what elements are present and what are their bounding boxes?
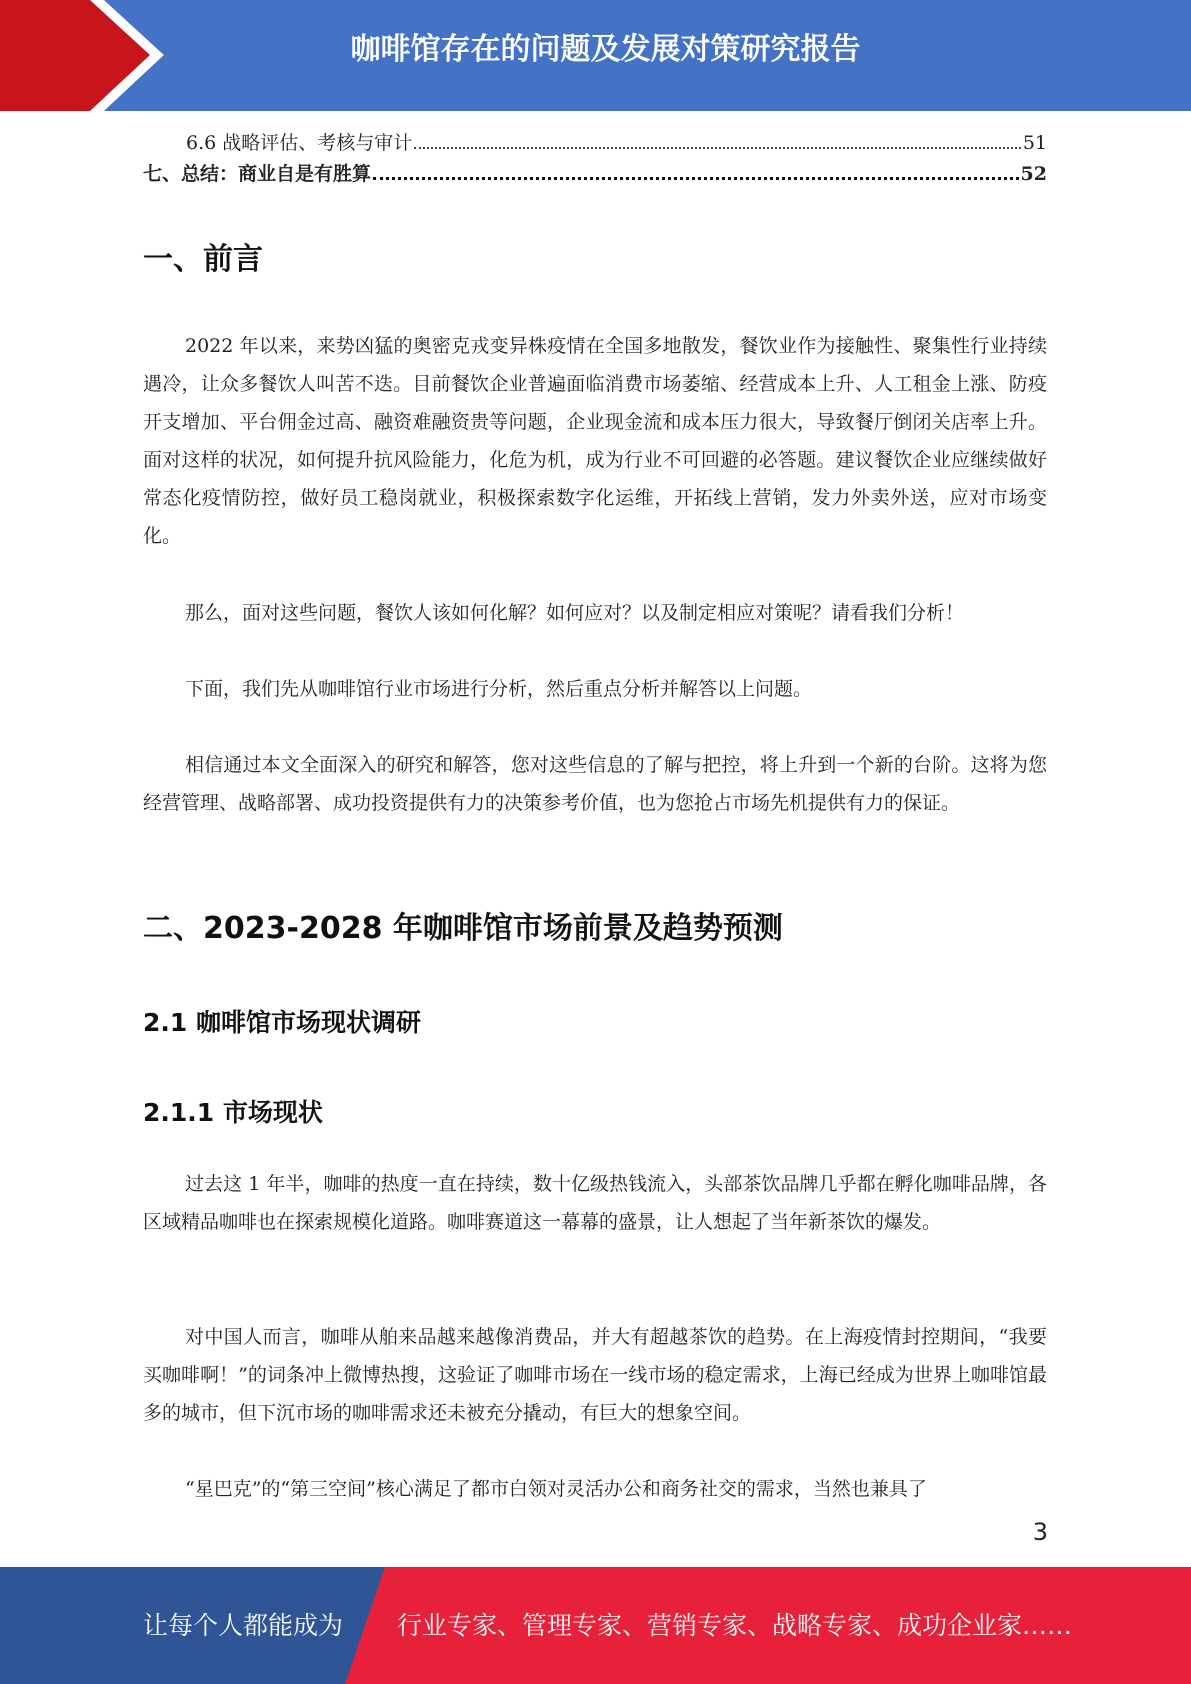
toc-entry-page: 51 xyxy=(1022,132,1047,154)
toc-leader-dots xyxy=(373,177,1019,180)
page-number: 3 xyxy=(1032,1518,1048,1546)
footer-slogan-right: 行业专家、管理专家、营销专家、战略专家、成功企业家…… xyxy=(397,1611,1073,1640)
toc-entry-label: 七、总结：商业自是有胜算 xyxy=(143,163,372,185)
paragraph: 对中国人而言，咖啡从舶来品越来越像消费品，并大有超越茶饮的趋势。在上海疫情封控期间，“我要买咖啡啊！”的词条冲上微博热搜，这验证了咖啡市场在一线市场的稳定需求，上海已经成为世界上咖啡馆最多的城市，但下沉市场的咖啡需求还未被充分撬动，有巨大的想象空间。 xyxy=(143,1326,1047,1424)
paragraph: 那么，面对这些问题，餐饮人该如何化解？如何应对？以及制定相应对策呢？请看我们分析！ xyxy=(185,602,965,624)
paragraph: “星巴克”的“第三空间”核心满足了都市白领对灵活办公和商务社交的需求，当然也兼具了 xyxy=(185,1478,927,1500)
toc-entry[interactable] xyxy=(143,162,1047,186)
page-header xyxy=(0,0,1191,111)
paragraph: 下面，我们先从咖啡馆行业市场进行分析，然后重点分析并解答以上问题。 xyxy=(185,678,813,700)
footer-slogan-left: 让每个人都能成为 xyxy=(143,1611,344,1640)
report-title: 咖啡馆存在的问题及发展对策研究报告 xyxy=(350,32,861,67)
toc-leader-dots xyxy=(414,147,1021,149)
paragraph: 相信通过本文全面深入的研究和解答，您对这些信息的了解与把控，将上升到一个新的台阶。这将为您经营管理、战略部署、成功投资提供有力的决策参考价值，也为您抢占市场先机提供有力的保证。 xyxy=(143,754,1047,814)
toc-entry[interactable] xyxy=(143,131,1047,155)
paragraph: 2022 年以来，来势凶猛的奥密克戎变异株疫情在全国多地散发，餐饮业作为接触性、聚集性行业持续遇冷，让众多餐饮人叫苦不迭。目前餐饮企业普遍面临消费市场萎缩、经营成本上升、人工租金上涨、防疫开支增加、平台佣金过高、融资难融资贵等问题，企业现金流和成本压力很大，导致餐厅倒闭关店率上升。面对这样的状况，如何提升抗风险能力，化危为机，成为行业不可回避的必答题。建议餐饮企业应继续做好常态化疫情防控，做好员工稳岗就业，积极探索数字化运维，开拓线上营销，发力外卖外送，应对市场变化。 xyxy=(143,335,1047,547)
toc-entry-page: 52 xyxy=(1020,163,1047,185)
section-heading-preface: 一、前言 xyxy=(143,242,263,277)
section-heading-market: 二、2023-2028 年咖啡馆市场前景及趋势预测 xyxy=(143,911,783,946)
subsection-heading: 2.1.1 市场现状 xyxy=(143,1098,323,1127)
toc-entry-label: 6.6 战略评估、考核与审计 xyxy=(186,132,413,154)
page-footer xyxy=(0,1567,1191,1684)
subsection-heading: 2.1 咖啡馆市场现状调研 xyxy=(143,1008,421,1037)
paragraph: 过去这 1 年半，咖啡的热度一直在持续，数十亿级热钱流入，头部茶饮品牌几乎都在孵化咖啡品牌，各区域精品咖啡也在探索规模化道路。咖啡赛道这一幕幕的盛景，让人想起了当年新茶饮的爆发。 xyxy=(143,1173,1047,1233)
